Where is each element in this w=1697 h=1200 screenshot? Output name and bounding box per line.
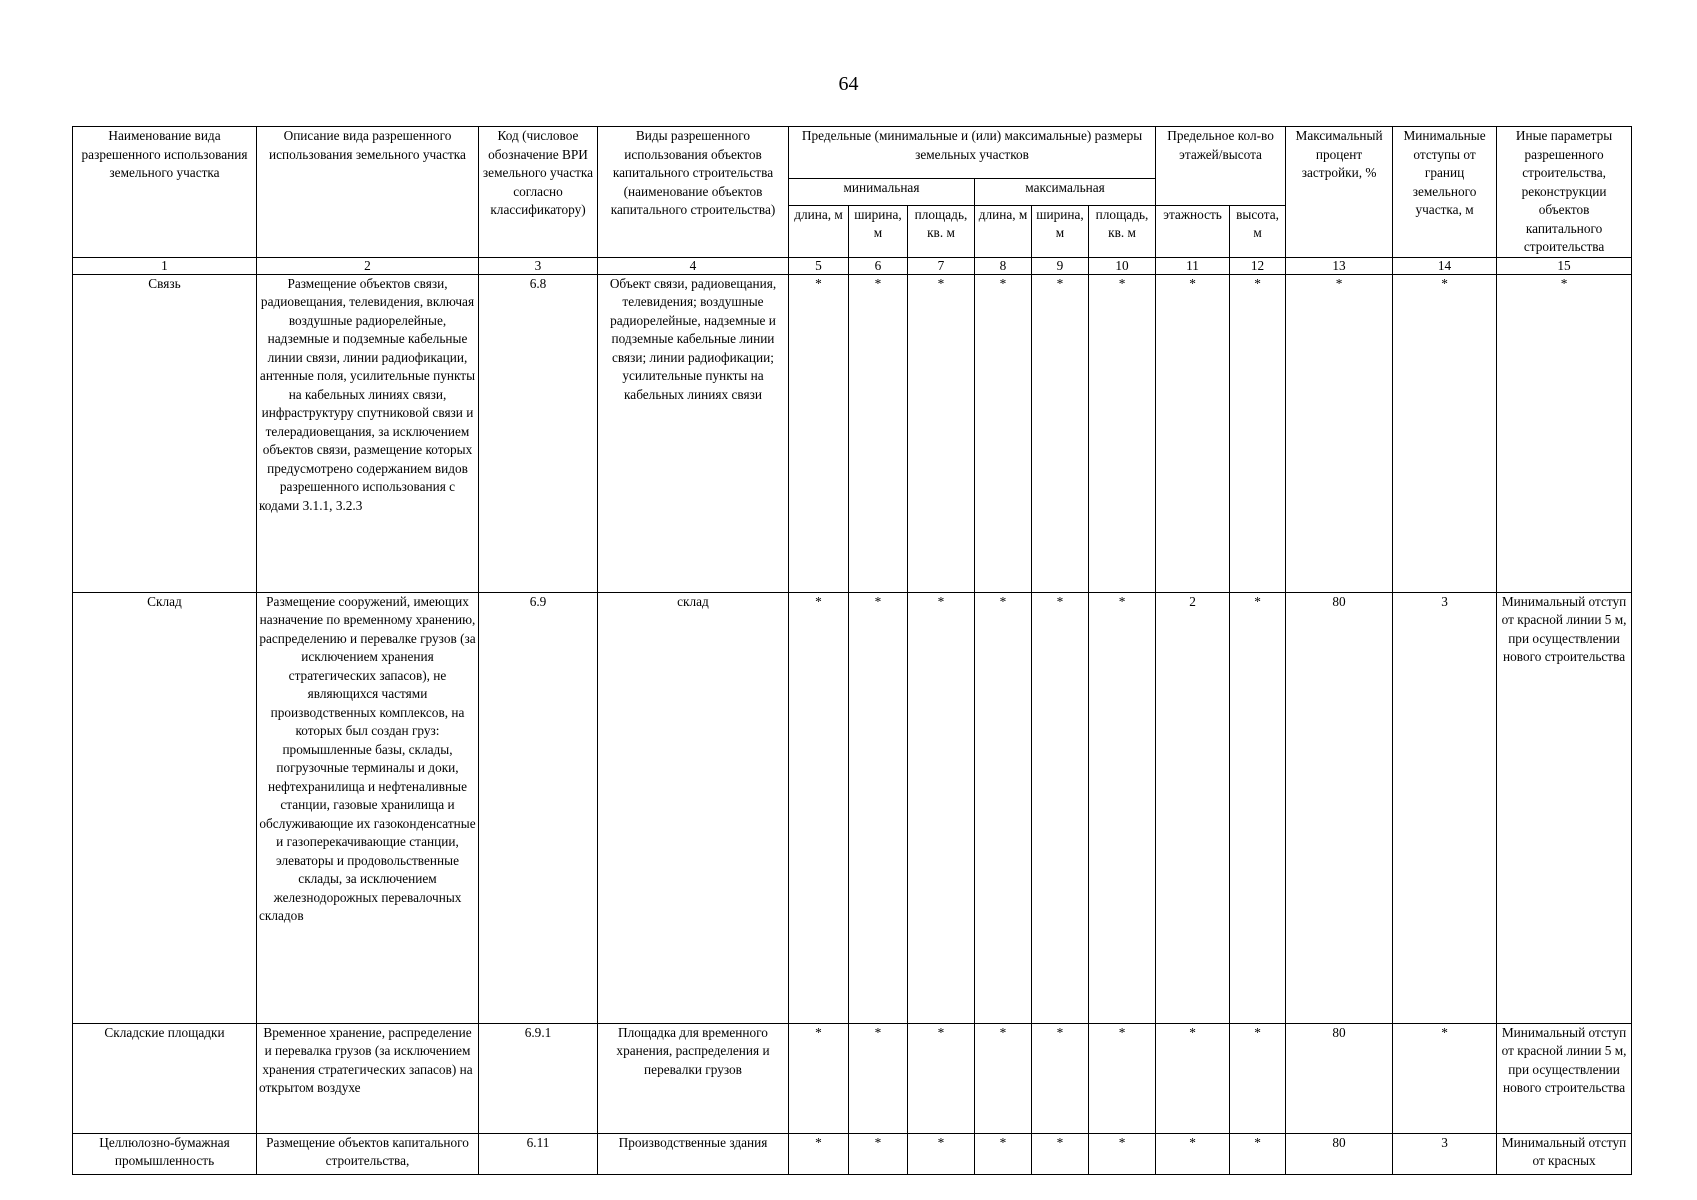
column-number: 13	[1286, 257, 1393, 274]
header-use-name: Наименование вида разрешенного использования земельного участка	[73, 127, 257, 258]
column-number: 5	[789, 257, 849, 274]
column-number-row	[73, 257, 1632, 274]
header-height: высота, м	[1230, 205, 1286, 257]
header-min-setbacks: Минимальные отступы от границ земельного участка, м	[1393, 127, 1497, 258]
max-area: *	[1089, 274, 1156, 592]
header-building-types: Виды разрешенного использования объектов капитального строительства (наименование объектов капитального строительства)	[598, 127, 789, 258]
max-length: *	[975, 1023, 1032, 1133]
max-coverage: 80	[1286, 592, 1393, 1023]
header-maximum: максимальная	[975, 178, 1156, 205]
header-use-description: Описание вида разрешенного использования земельного участка	[257, 127, 479, 258]
use-name: Целлюлозно-бумажная промышленность	[73, 1133, 257, 1174]
floors: 2	[1156, 592, 1230, 1023]
use-name: Связь	[73, 274, 257, 592]
header-max-length: длина, м	[975, 205, 1032, 257]
building-types: Площадка для временного хранения, распределения и перевалки грузов	[598, 1023, 789, 1133]
min-setback: 3	[1393, 1133, 1497, 1174]
header-max-coverage: Максимальный процент застройки, %	[1286, 127, 1393, 258]
max-area: *	[1089, 592, 1156, 1023]
column-number: 11	[1156, 257, 1230, 274]
table-row	[73, 592, 1632, 1023]
building-types: склад	[598, 592, 789, 1023]
use-code: 6.9.1	[479, 1023, 598, 1133]
column-number: 14	[1393, 257, 1497, 274]
header-min-width: ширина, м	[849, 205, 908, 257]
min-width: *	[849, 1133, 908, 1174]
min-length: *	[789, 1133, 849, 1174]
use-name: Склад	[73, 592, 257, 1023]
header-code: Код (числовое обозначение ВРИ земельного участка согласно классификатору)	[479, 127, 598, 258]
max-width: *	[1032, 1023, 1089, 1133]
min-length: *	[789, 274, 849, 592]
floors: *	[1156, 1133, 1230, 1174]
use-description: Временное хранение, распределение и перевалка грузов (за исключением хранения стратегических запасов) на открытом воздухе	[257, 1023, 479, 1133]
building-types: Производственные здания	[598, 1133, 789, 1174]
min-length: *	[789, 1023, 849, 1133]
use-description: Размещение объектов связи, радиовещания, телевидения, включая воздушные радиорелейные, надземные и подземные кабельные линии связи, линии радиофикации, антенные поля, усилительные пункты на кабельных линиях связи, инфраструктуру спутниковой связи и телерадиовещания, за исключением объектов связи, размещение которых предусмотрено содержанием видов разрешенного использования с кодами 3.1.1, 3.2.3	[257, 274, 479, 592]
use-name: Складские площадки	[73, 1023, 257, 1133]
other-params: Минимальный отступ от красных	[1497, 1133, 1632, 1174]
header-min-area: площадь, кв. м	[908, 205, 975, 257]
max-width: *	[1032, 592, 1089, 1023]
max-coverage: 80	[1286, 1023, 1393, 1133]
header-minimum: минимальная	[789, 178, 975, 205]
max-area: *	[1089, 1133, 1156, 1174]
max-coverage: 80	[1286, 1133, 1393, 1174]
other-params: Минимальный отступ от красной линии 5 м, при осуществлении нового строительства	[1497, 1023, 1632, 1133]
header-other-params: Иные параметры разрешенного строительства, реконструкции объектов капитального строительства	[1497, 127, 1632, 258]
table-row	[73, 1133, 1632, 1174]
column-number: 10	[1089, 257, 1156, 274]
column-number: 8	[975, 257, 1032, 274]
max-area: *	[1089, 1023, 1156, 1133]
use-code: 6.8	[479, 274, 598, 592]
max-coverage: *	[1286, 274, 1393, 592]
max-length: *	[975, 592, 1032, 1023]
other-params: *	[1497, 274, 1632, 592]
min-area: *	[908, 592, 975, 1023]
min-setback: *	[1393, 274, 1497, 592]
column-number: 2	[257, 257, 479, 274]
min-area: *	[908, 274, 975, 592]
column-number: 6	[849, 257, 908, 274]
column-number: 1	[73, 257, 257, 274]
use-description: Размещение сооружений, имеющих назначение по временному хранению, распределению и перевалке грузов (за исключением хранения стратегических запасов), не являющихся частями производственных комплексов, на которых был создан груз: промышленные базы, склады, погрузочные терминалы и доки, нефтехранилища и нефтеналивные станции, газовые хранилища и обслуживающие их газоконденсатные и газоперекачивающие станции, элеваторы и продовольственные склады, за исключением железнодорожных перевалочных складов	[257, 592, 479, 1023]
min-width: *	[849, 274, 908, 592]
table-row	[73, 274, 1632, 592]
page-number: 64	[838, 73, 859, 95]
zoning-parameters-table	[72, 126, 1632, 1175]
column-number: 15	[1497, 257, 1632, 274]
max-length: *	[975, 274, 1032, 592]
table-row	[73, 1023, 1632, 1133]
height: *	[1230, 274, 1286, 592]
header-plot-size-limits: Предельные (минимальные и (или) максимальные) размеры земельных участков	[789, 127, 1156, 179]
column-number: 3	[479, 257, 598, 274]
floors: *	[1156, 274, 1230, 592]
use-code: 6.9	[479, 592, 598, 1023]
header-row-1	[73, 127, 1632, 179]
min-width: *	[849, 1023, 908, 1133]
min-setback: 3	[1393, 592, 1497, 1023]
min-width: *	[849, 592, 908, 1023]
max-length: *	[975, 1133, 1032, 1174]
header-min-length: длина, м	[789, 205, 849, 257]
height: *	[1230, 1133, 1286, 1174]
header-max-width: ширина, м	[1032, 205, 1089, 257]
header-max-area: площадь, кв. м	[1089, 205, 1156, 257]
max-width: *	[1032, 1133, 1089, 1174]
floors: *	[1156, 1023, 1230, 1133]
min-length: *	[789, 592, 849, 1023]
min-area: *	[908, 1023, 975, 1133]
min-setback: *	[1393, 1023, 1497, 1133]
header-floors-height: Предельное кол-во этажей/высота	[1156, 127, 1286, 206]
max-width: *	[1032, 274, 1089, 592]
header-floors: этажность	[1156, 205, 1230, 257]
height: *	[1230, 592, 1286, 1023]
use-code: 6.11	[479, 1133, 598, 1174]
building-types: Объект связи, радиовещания, телевидения; воздушные радиорелейные, надземные и подземные кабельные линии связи; линии радиофикации; усилительные пункты на кабельных линиях связи	[598, 274, 789, 592]
height: *	[1230, 1023, 1286, 1133]
column-number: 9	[1032, 257, 1089, 274]
column-number: 4	[598, 257, 789, 274]
column-number: 12	[1230, 257, 1286, 274]
use-description: Размещение объектов капитального строительства,	[257, 1133, 479, 1174]
min-area: *	[908, 1133, 975, 1174]
other-params: Минимальный отступ от красной линии 5 м, при осуществлении нового строительства	[1497, 592, 1632, 1023]
column-number: 7	[908, 257, 975, 274]
